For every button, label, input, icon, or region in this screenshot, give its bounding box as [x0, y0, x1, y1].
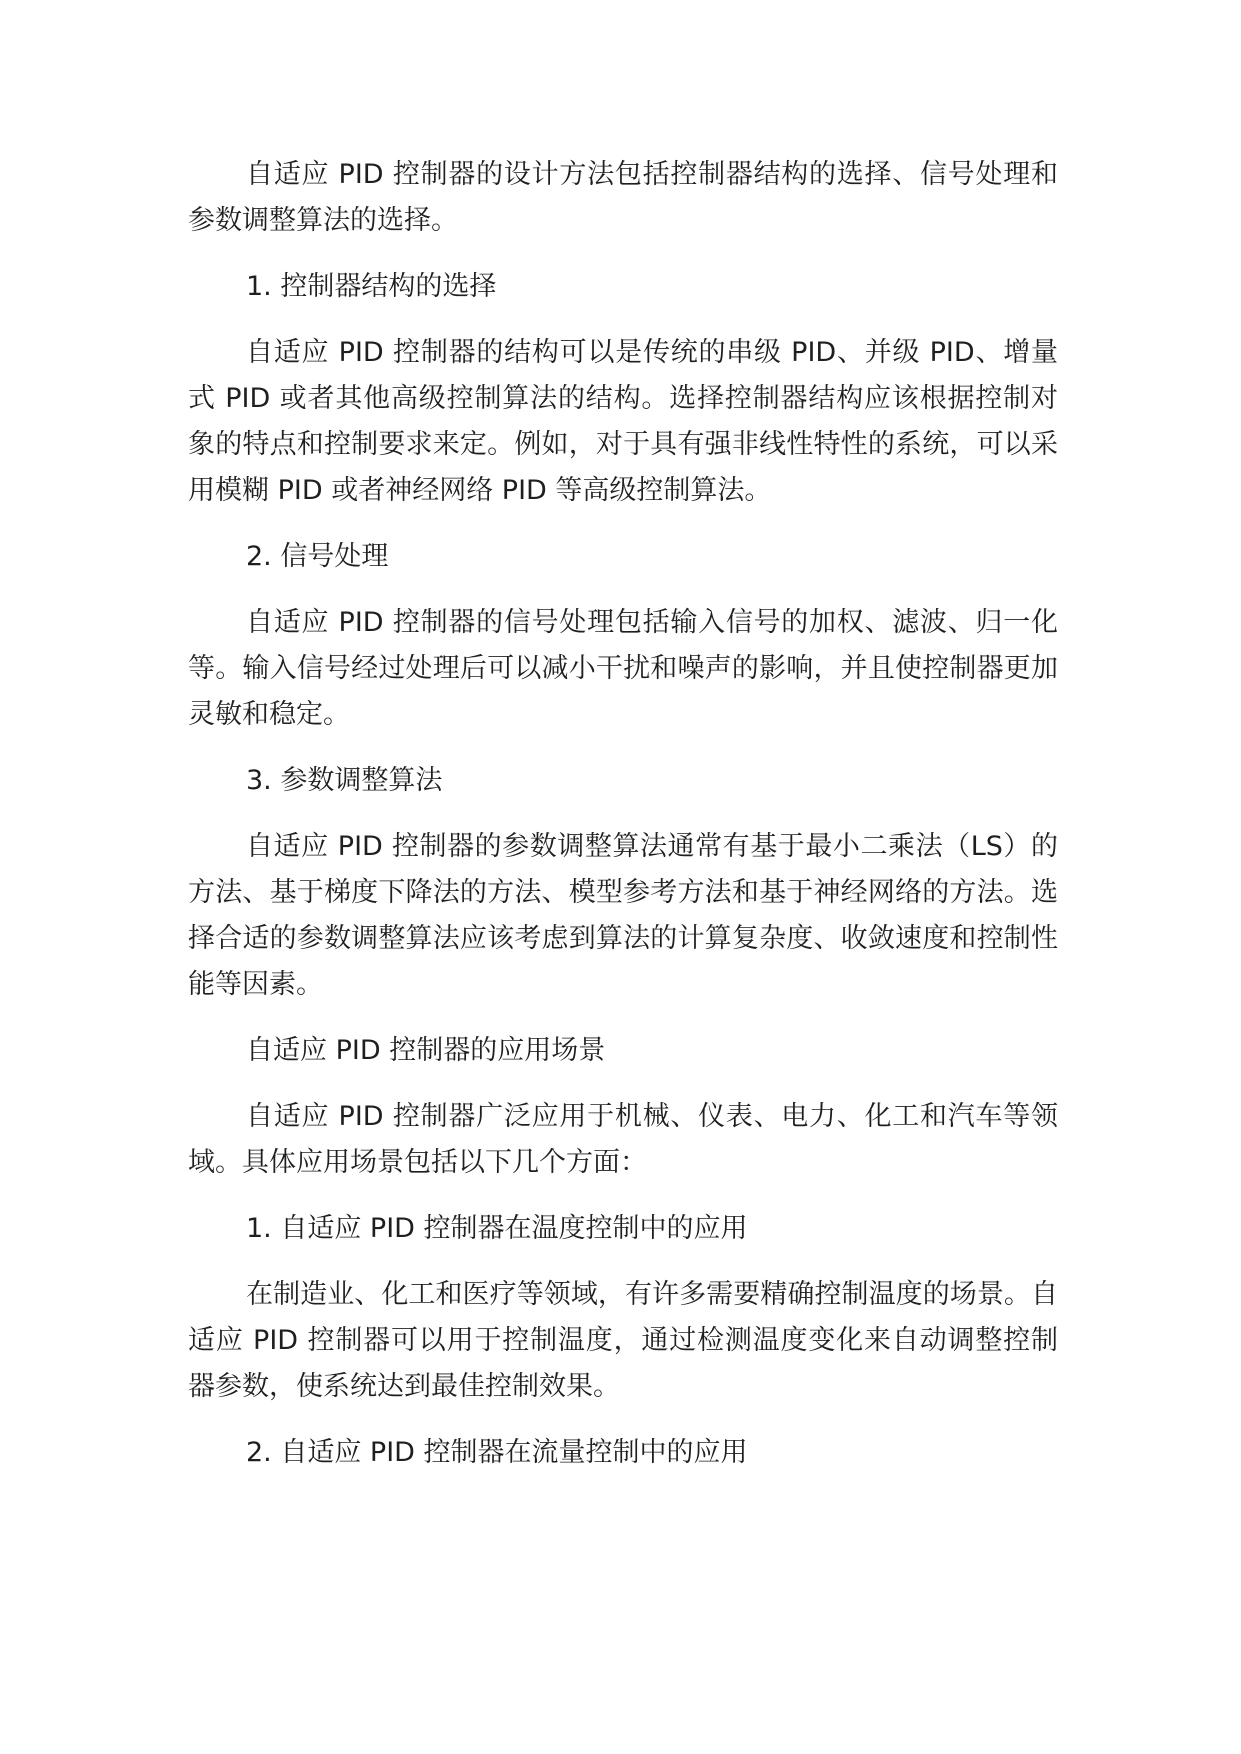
paragraph-parameter-tuning: 自适应 PID 控制器的参数调整算法通常有基于最小二乘法（LS）的方法、基于梯度下降法的方法、模型参考方法和基于神经网络的方法。选择合适的参数调整算法应该考虑到算法的计算复杂度、收敛速度和控制性能等因素。 [188, 831, 1058, 1000]
heading-temperature-control: 1. 自适应 PID 控制器在温度控制中的应用 [246, 1213, 748, 1244]
paragraph-controller-structure: 自适应 PID 控制器的结构可以是传统的串级 PID、并级 PID、增量式 PID 或者其他高级控制算法的结构。选择控制器结构应该根据控制对象的特点和控制要求来定。例如，对于具有强非线性特性的系统，可以采用模糊 PID 或者神经网络 PID 等高级控制算法。 [188, 337, 1058, 506]
heading-application-scenarios: 自适应 PID 控制器的应用场景 [246, 1035, 606, 1066]
paragraph-signal-processing: 自适应 PID 控制器的信号处理包括输入信号的加权、滤波、归一化等。输入信号经过处理后可以减小干扰和噪声的影响，并且使控制器更加灵敏和稳定。 [188, 607, 1058, 730]
heading-parameter-tuning: 3. 参数调整算法 [246, 765, 443, 796]
heading-signal-processing: 2. 信号处理 [246, 541, 389, 572]
paragraph-application-scenarios: 自适应 PID 控制器广泛应用于机械、仪表、电力、化工和汽车等领域。具体应用场景包括以下几个方面： [188, 1101, 1058, 1178]
paragraph-design-method: 自适应 PID 控制器的设计方法包括控制器结构的选择、信号处理和参数调整算法的选择。 [188, 159, 1058, 236]
document-body [188, 152, 1058, 1496]
heading-controller-structure: 1. 控制器结构的选择 [246, 271, 497, 302]
paragraph-temperature-control: 在制造业、化工和医疗等领域，有许多需要精确控制温度的场景。自适应 PID 控制器可以用于控制温度，通过检测温度变化来自动调整控制器参数，使系统达到最佳控制效果。 [188, 1279, 1058, 1402]
heading-flow-control: 2. 自适应 PID 控制器在流量控制中的应用 [246, 1437, 748, 1468]
